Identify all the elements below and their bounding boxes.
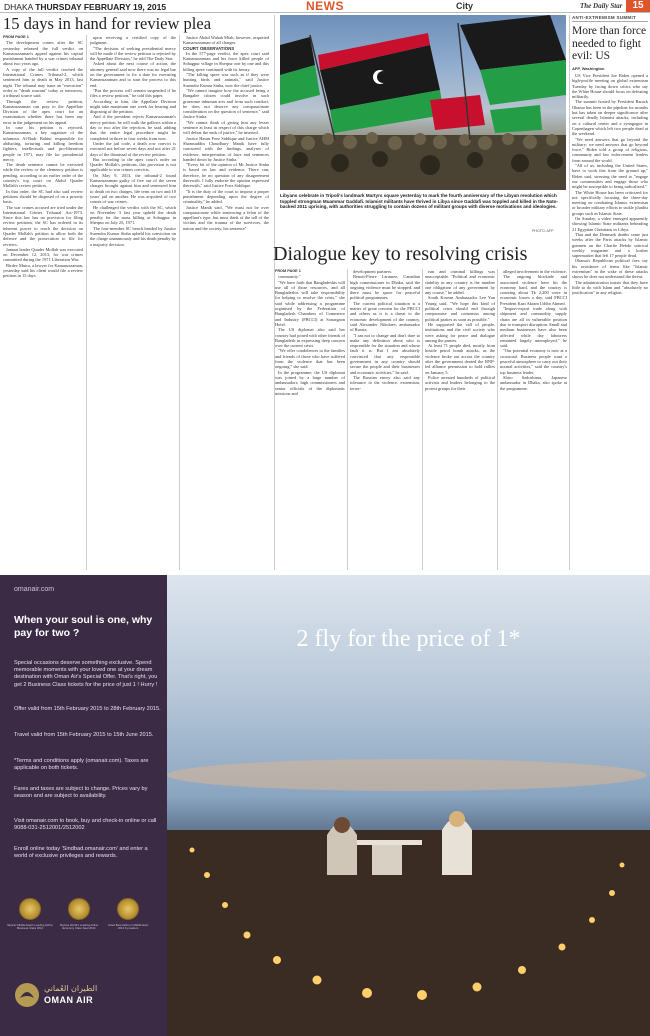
- paragraph: A copy of the full verdict reached the International Crimes Tribunal-2, which sentenced him to death in May 2013, last night. The tribunal may issue an "execution" order or "death warrant" today or tomorrow, a tribunal source said.: [3, 66, 83, 99]
- paragraph: On Sunday, a video emerged apparently showing Islamic State militants beheading 21 Egyptian Christians in Libya.: [572, 216, 648, 232]
- story2-col2-text: [350, 269, 420, 391]
- paragraph: development partners.: [353, 269, 393, 274]
- ad-paragraph: Enroll online today 'Sindbad.omanair.com' and enter a world of exclusive privileges and rewards.: [14, 846, 148, 860]
- story2-headline: Dialogue key to resolving crisis: [273, 243, 528, 265]
- paragraph: "It is the duty of the court to impose a proper punishment depending upon the degree of criminality," he added.: [183, 188, 269, 205]
- paragraph: "We need answers that go beyond the military; we need answers that go beyond force," Biden told a group of religious, community and law enforcement leaders from around the world.: [572, 136, 648, 163]
- photo-credit: PHOTO: AFP: [532, 229, 554, 233]
- ad-paragraph: Offer valid from 15th February 2015 to 28th February 2015.: [14, 706, 161, 712]
- page-header: [0, 0, 650, 13]
- story1-column-1: [3, 35, 83, 570]
- paragraph: And if the president rejects Kamaruzzaman's mercy petition, he will walk the gallows within a day or two after the rejection, he said, adding that the entire legal procedure might be completed in three to four weeks from now.: [90, 114, 176, 141]
- ad-headline: 2 fly for the price of 1*: [296, 626, 521, 652]
- story1-col3-text: [183, 35, 269, 231]
- award-caption: Skytrax World's Leading Airline Economy Class Seat 2014: [59, 923, 99, 931]
- paper-name: The Daily Star: [580, 2, 623, 10]
- section-label: NEWS: [306, 0, 344, 13]
- award-badge-icon: [19, 898, 41, 920]
- paragraph: The development comes after the SC yesterday released the full verdict on Kamaruzzaman's appeal against his capital punishment handed by a war crimes tribunal about two years ago.: [3, 40, 83, 67]
- ad-domain[interactable]: omanair.com: [14, 586, 55, 593]
- paragraph: The US diplomat also said her country had joined with other friends of Bangladesh in expressing deep concern over the current crisis.: [275, 327, 345, 349]
- rail-body-text: [572, 73, 648, 295]
- paragraph: Jamaat leader Quader Mollah was executed on December 12, 2013, for war crimes committed during the 1971 Liberation War.: [3, 246, 83, 263]
- paragraph: upon receiving a certified copy of the judgment.: [90, 35, 176, 46]
- paragraph: Birdev Mutra, a lawyer for Kamaruzzaman, yesterday said his client would file a review petition in 15 days: [3, 262, 83, 279]
- paragraph: "Every bit of the opinion of Mr Justice Sinha is based on law and evidence. There can, therefore, be no question of any disagreement therewith. I fully endorse the opinion expressed therewith," said Justice Foez Siddique.: [183, 162, 269, 189]
- story1-headline: 15 days in hand for review plea: [3, 14, 212, 33]
- logo-arabic: الطيران العُماني: [44, 984, 98, 993]
- paragraph: The war crimes accused are tried under the International Crimes Tribunal Act-1973. Since this law has no provision for filing review petitions, the SC has ordered in its inherent power to reach the decision on Quader Mollah's petition to allow both the defence and the prosecution to file for reviews.: [3, 204, 83, 247]
- paragraph: The administration insists that they have little to do with Islam and "absolutely no justification" in any religion.: [572, 279, 648, 296]
- story1-col2-text: [90, 35, 176, 247]
- story2-byline: FROM PAGE 1: [275, 269, 301, 273]
- award-badge-icon: [117, 898, 139, 920]
- paragraph: In the programme, the US diplomat was joined by a large number of ambassadors, high commissioners and senior officials of the diplomatic missions and: [275, 369, 345, 396]
- photo-caption: Libyans celebrate in Tripoli's landmark Martyrs square yesterday to mark the fourth anniversary of the Libyan revolution which toppled strongman Muammar Gaddafi. Islamist militants have thrived in Libya since Gaddafi was toppled and killed in the Nato-backed 2011 uprising, with authorities struggling to contain dozens of militant groups with diverse motivations and ideologies.: [280, 193, 558, 210]
- paragraph: The ongoing blockade and associated violence have hit the economy hard, and the country is counting about Tk 2,200 crore in economic losses a day, said FBCCI President Kazi Akram Uddin Ahmed.: [500, 274, 567, 306]
- subsection-label: City: [456, 1, 474, 11]
- rail-body: [572, 73, 648, 570]
- paragraph: US Vice President Joe Biden opened a high-profile meeting on global extremism Tuesday by facing down critics who say the White House should focus on defeating militarily.: [572, 73, 648, 100]
- paragraph: COURT OBSERVATIONS: [183, 45, 235, 51]
- paragraph: "We cannot think of giving him any lesser sentence at least in respect of this charge which will defeat the ends of justice," he inserted.: [183, 119, 269, 136]
- paragraph: "We cannot imagine how the accused being a Bangalee citizen could involve in such gruesome inhuman acts and from such conduct, he does not deserve any compassionate consideration on the question of sentence," said Justice Sinha.: [183, 87, 269, 120]
- paragraph: In case his petition is rejected, Kamaruzzaman, a key organiser of the infamous Al-Badr Bahini responsible for abducting, torturing and killing freedom fighters, intellectuals and pro-liberation people in 1971, may file for presidential mercy.: [3, 125, 83, 162]
- paragraph: Obama's Republican political foes say his avoidance of terms like "Islamic extremism" in the wake of these attacks shows he does not understand the threat.: [572, 258, 648, 280]
- dateline: [4, 2, 166, 12]
- paragraph: The current political situation is a matter of great concern for the FBCCI and others as it is a threat to the economic development of the country, said Alexander Nikolaev, ambassador of Russia.: [350, 300, 420, 333]
- story2-col1-text: [275, 274, 345, 396]
- paragraph: "The decision of seeking presidential mercy will be made if the review petition is rejected by the Appellate Division," he told The Daily Star.: [90, 45, 176, 62]
- paragraph: The summit hosted by President Barack Obama has been in the pipeline for months but has taken on deeper significance after several deadly Islamist attacks, including on a cultural center and a synagogue in Copenhagen which left two people dead at the weekend.: [572, 99, 648, 137]
- dateline-date: THURSDAY FEBRUARY 19, 2015: [35, 2, 167, 12]
- story2-col4-text: [500, 269, 567, 391]
- paragraph: "I am not to change and don't dare to make any definition about who is responsible for the situation and whose fault it is. But I am absolutely convinced that any responsible government in any country should secure the people and their businesses and economic activities," he said.: [350, 332, 420, 375]
- award-caption: Skytrax Middle East's Leading Airline Business Class 2014: [7, 923, 53, 931]
- news-photo: [280, 15, 566, 190]
- paragraph: In that order, the SC had also said review petitions should be disposed of on a priority basis.: [3, 188, 83, 205]
- rail-kicker: ANTI-EXTREMISM SUMMIT: [572, 15, 648, 22]
- paragraph: At least 71 people died, mostly from hostile petrol bomb attacks, as the violence broke out across the country after the government denied the BNP-led alliance permission to hold rallies on January 5.: [425, 343, 495, 375]
- paragraph: On May 9, 2013, the tribunal-2 found Kamaruzzaman guilty of five out of the seven charges brought against him and sentenced him to death on two charges, life term on two and 10 years' jail on another. He was acquitted of two counts of war crimes.: [90, 172, 176, 205]
- paragraph: Under the jail code, a death row convict is executed not before seven days and not after 21 days of the dismissal of the review petition.: [90, 140, 176, 157]
- award-caption: Voted Best Airline in Middle East 2014 by readers: [107, 923, 149, 931]
- paragraph: "We offer condolences to the families and friends of those who have suffered from the violence that has been ongoing," she said.: [275, 348, 345, 370]
- dateline-place: DHAKA: [4, 2, 33, 12]
- photo-illustration: [280, 15, 566, 190]
- paragraph: But according to the apex court's order on Quader Mollah's petitions, this provision is not applicable to war crimes convicts.: [90, 156, 176, 173]
- paragraph: Police arrested hundreds of political activists and leaders belonging to the protest groups for their: [425, 374, 495, 391]
- paragraph: "The killing spree was such as if they were hunting birds and animals," said Justice Surendra Kumar Sinha, now the chief justice.: [183, 72, 269, 88]
- ad-paragraph: Special occasions deserve something exclusive. Spend memorable moments with your loved one at your dream destination with Oman Air's Special Offer. That's right, you get 2 Business Class tickets for the price of just 1 ! Hurry !: [14, 660, 158, 688]
- rail-headline: More than force needed to fight evil: US: [572, 25, 647, 62]
- story2-column-2: [350, 269, 420, 570]
- ad-paragraph: Fares and taxes are subject to change. Prices vary by season and are subject to availability.: [14, 786, 148, 800]
- award-badge-icon: [68, 898, 90, 920]
- oman-air-emblem-icon: [14, 982, 40, 1008]
- paragraph: The White House has been criticized for not specifically focusing the three-day meeting on combating Islamic extremism or broader military efforts to tackle jihadist groups such as Islamic State.: [572, 189, 648, 216]
- paragraph: In the 577-page verdict, the apex court said Kamaruzzaman and his force killed people of Sohagpur village in Sherpur one by one and this killing spree continued with its frenzy.: [183, 50, 269, 72]
- paragraph: The Russian envoy also said any tolerance to the violence, extremism, terror-: [350, 374, 420, 391]
- paragraph: "But the process will remain suspended if he files a review petition," he told this paper.: [90, 87, 176, 99]
- paragraph: community.": [278, 274, 301, 280]
- paragraph: Justice Hasan Foez Siddique and Justice AHM Shamsuddin Choudhury Manik have fully concurred with the findings, analyses of evidence, interpretation of laws and sentences handed down by Justice Sinha.: [183, 135, 269, 162]
- page-number: 15: [626, 0, 650, 12]
- ad-paragraph: Visit omanair.com to book, buy and check-in online or call 9088-031-2512001/2512002: [14, 818, 157, 832]
- ad-tagline: When your soul is one, why pay for two ?: [14, 614, 153, 639]
- ad-text-panel: [0, 575, 167, 1036]
- story1-column-2: [90, 35, 176, 570]
- ad-paragraph: *Terms and conditions apply (omanair.com). Taxes are applicable on both tickets.: [14, 758, 149, 772]
- paragraph: Justice Manik said, "We must not be over compassionate while sentencing a felon of the appellant's type, but must think of the toll of the victims and the trauma of the survivors, the nation and the society, his sentence": [183, 204, 269, 231]
- paragraph: The four-member SC bench headed by Justice Surendra Kumar Sinha upheld his conviction on the charge unanimously and his death penalty by a majority decision.: [90, 225, 176, 247]
- paragraph: The death sentence cannot be executed while the review or the clemency petition is pending, according to an earlier order of the country's top court on Abdul Quader Mollah's review petition.: [3, 162, 83, 189]
- logo-english: OMAN AIR: [44, 995, 94, 1005]
- libyan-flag: [318, 33, 444, 133]
- paragraph: According to him, the Appellate Division might take maximum one week for hearing and disposing of the petition.: [90, 98, 176, 115]
- story1-column-3: [183, 35, 269, 570]
- paragraph: "We have faith that Bangladeshis will use all of those resources, and all Bangladeshis will take responsibility for helping to resolve the crisis," she said while addressing a programme organised by the Federation of Bangladesh Chambers of Commerce and Industry (FBCCI) at Sonargaon Hotel.: [275, 279, 345, 327]
- story2-column-1: [275, 269, 345, 570]
- paragraph: That and the Denmark deaths came just weeks after the Paris attacks by Islamic gunmen on the Charlie Hebdo satirical weekly magazine and a kosher supermarket that left 17 people dead.: [572, 231, 648, 259]
- paragraph: "Our potential economy is now at a crossroad. Business people want a peaceful atmosphere to carry out their normal activities," said the country's top business leader.: [500, 348, 567, 375]
- paragraph: Through the review petition, Kamaruzzaman can pray to the Appellate Division of the apex court for an examination whether there has been any error in the judgement on his appeal.: [3, 98, 83, 125]
- paragraph: Benoit-Pierre Laramee, Canadian high commissioner in Dhaka, said the ongoing violence must be stopped, and there must be space for peaceful political programmes.: [350, 274, 420, 301]
- story2-col3-text: [425, 269, 495, 391]
- rail-byline: AFP, Washington: [572, 66, 605, 71]
- paragraph: Asked about the next course of action, the attorney general said now there was no legal bar on the government to fix a date for executing Kamaruzzaman and to start the process to this end.: [90, 61, 176, 88]
- story1-col1-text: [3, 40, 83, 278]
- paragraph: He challenged the verdict with the SC, which on November 3 last year upheld the death penalty for the mass killing at Sohagpur in Sherpur on July 25, 1971.: [90, 204, 176, 226]
- paragraph: Shiro Sadoshima, Japanese ambassador in Dhaka, also spoke at the programme.: [500, 374, 567, 391]
- paragraph: alleged involvement in the violence.: [503, 269, 567, 274]
- story1-byline: FROM PAGE 1: [3, 35, 29, 39]
- paragraph: ism and criminal killings was unacceptable. "Political and economic stability in any country is the number one obligation of any government by any course," he added.: [425, 269, 495, 296]
- paragraph: Justice Abdul Wahab Miah, however, acquitted Kamaruzzaman of all charges.: [183, 35, 269, 46]
- paragraph: He supported the call of people, institutions and the civil society who were asking for peace and dialogue among the parties.: [425, 321, 495, 343]
- paragraph: "All of us, including the United States, have to work this from the ground up," Biden said, stressing the need to "engage our communities and engage those who might be susceptible to being radicalized.": [572, 163, 648, 190]
- story2-column-3: [425, 269, 495, 570]
- story2-column-4: [500, 269, 567, 570]
- ad-paragraph: Travel valid from 15th February 2015 to 15th June 2015.: [14, 732, 154, 738]
- paragraph: South Korean Ambassador Lee Yun Young said, "We hope this kind of political crisis should end through compromise and consensus among political parties as soon as possible.": [425, 295, 495, 322]
- paragraph: "Import-export trade along with shipment and commodity supply chain are all in vulnerable position due to transport disruption. Small and medium businesses have also been affected while day labourers remained largely unemployed," he said.: [500, 306, 567, 349]
